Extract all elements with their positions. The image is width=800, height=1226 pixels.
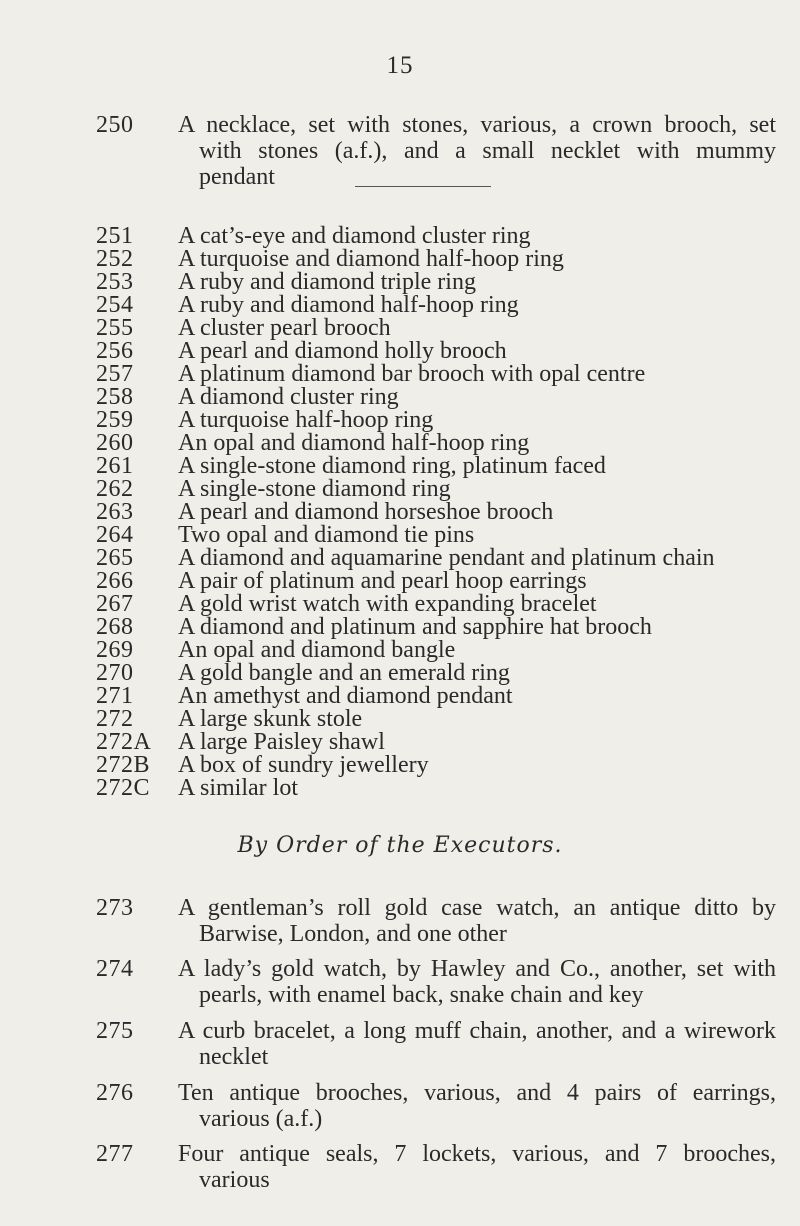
lot-description: An opal and diamond half-hoop ring <box>178 430 530 456</box>
lot-number: 270 <box>96 660 134 686</box>
lot-description <box>178 112 776 190</box>
lot-number: 250 <box>96 112 134 138</box>
lot-number: 253 <box>96 269 134 295</box>
lot-description: A large Paisley shawl <box>178 729 385 755</box>
lot-description <box>178 1080 776 1132</box>
lot-description: A single-stone diamond ring <box>178 476 451 502</box>
lot-description: A large skunk stole <box>178 706 363 732</box>
lot-description: A similar lot <box>178 775 298 801</box>
lot-number: 272 <box>96 706 134 732</box>
lot-number: 259 <box>96 407 134 433</box>
lot-description: A ruby and diamond half-hoop ring <box>178 292 519 318</box>
lot-number: 255 <box>96 315 134 341</box>
lot-number: 272B <box>96 752 151 778</box>
lot-number: 265 <box>96 545 134 571</box>
lot-description-line: various (a.f.) <box>199 1106 323 1132</box>
lot-number: 263 <box>96 499 134 525</box>
lot-description: A single-stone diamond ring, platinum faced <box>178 453 606 479</box>
lot-description-line: with stones (a.f.), and a small necklet with mummy <box>199 138 776 164</box>
page-number: 15 <box>386 52 414 79</box>
lot-number: 268 <box>96 614 134 640</box>
lot-entry <box>96 775 776 801</box>
lot-number: 273 <box>96 895 134 921</box>
lot-entry <box>96 112 776 190</box>
lot-description: A pearl and diamond horseshoe brooch <box>178 499 554 525</box>
lot-description: A pair of platinum and pearl hoop earrings <box>178 568 587 594</box>
lot-description: A platinum diamond bar brooch with opal centre <box>178 361 646 387</box>
lot-description-line: necklet <box>199 1044 269 1070</box>
section-divider <box>355 186 491 187</box>
lot-description: A turquoise and diamond half-hoop ring <box>178 246 564 272</box>
lot-description-line: Ten antique brooches, various, and 4 pairs of earrings, <box>178 1080 776 1106</box>
lot-number: 266 <box>96 568 134 594</box>
lot-description <box>178 895 776 947</box>
lot-number: 276 <box>96 1080 134 1106</box>
lot-description-line: pendant <box>199 164 275 190</box>
lot-number: 254 <box>96 292 134 318</box>
lot-number: 277 <box>96 1141 134 1167</box>
lot-description-line: A gentleman’s roll gold case watch, an antique ditto by <box>178 895 776 921</box>
lot-number: 264 <box>96 522 134 548</box>
lot-description-line: various <box>199 1167 270 1193</box>
lot-number: 256 <box>96 338 134 364</box>
lot-description: An amethyst and diamond pendant <box>178 683 513 709</box>
lot-number: 272A <box>96 729 152 755</box>
lot-number: 271 <box>96 683 134 709</box>
lot-number: 274 <box>96 956 134 982</box>
lot-description: A cat’s-eye and diamond cluster ring <box>178 223 531 249</box>
lot-number: 258 <box>96 384 134 410</box>
lot-number: 272C <box>96 775 151 801</box>
lot-description-line: Four antique seals, 7 lockets, various, and 7 brooches, <box>178 1141 776 1167</box>
lot-description <box>178 956 776 1008</box>
lot-description: A ruby and diamond triple ring <box>178 269 476 295</box>
lot-entry <box>96 956 776 1008</box>
lot-description <box>178 1018 776 1070</box>
lot-description-line: Barwise, London, and one other <box>199 921 507 947</box>
lot-number: 251 <box>96 223 134 249</box>
lot-number: 269 <box>96 637 134 663</box>
lot-description: A cluster pearl brooch <box>178 315 391 341</box>
lot-number: 262 <box>96 476 134 502</box>
lot-description: A diamond and platinum and sapphire hat brooch <box>178 614 652 640</box>
lot-description: A turquoise half-hoop ring <box>178 407 434 433</box>
lot-description: An opal and diamond bangle <box>178 637 456 663</box>
lot-description-line: pearls, with enamel back, snake chain and key <box>199 982 644 1008</box>
lot-description: A diamond cluster ring <box>178 384 399 410</box>
lot-description-line: A curb bracelet, a long muff chain, another, and a wirework <box>178 1018 776 1044</box>
lot-description <box>178 1141 776 1193</box>
lot-description: A diamond and aquamarine pendant and platinum chain <box>178 545 715 571</box>
lot-number: 257 <box>96 361 134 387</box>
lot-entry <box>96 1080 776 1132</box>
lot-number: 252 <box>96 246 134 272</box>
lot-number: 267 <box>96 591 134 617</box>
lot-description: A box of sundry jewellery <box>178 752 429 778</box>
lot-number: 261 <box>96 453 134 479</box>
lot-description-line: A necklace, set with stones, various, a crown brooch, set <box>178 112 776 138</box>
lot-entry <box>96 1018 776 1070</box>
lot-number: 275 <box>96 1018 134 1044</box>
lot-description: A gold wrist watch with expanding bracelet <box>178 591 597 617</box>
lot-description: Two opal and diamond tie pins <box>178 522 475 548</box>
lot-description: A pearl and diamond holly brooch <box>178 338 507 364</box>
lot-number: 260 <box>96 430 134 456</box>
lot-entry <box>96 895 776 947</box>
lot-description-line: A lady’s gold watch, by Hawley and Co., another, set with <box>178 956 776 982</box>
lot-entry <box>96 1141 776 1193</box>
lot-description: A gold bangle and an emerald ring <box>178 660 510 686</box>
executors-heading: By Order of the Executors. <box>237 833 563 858</box>
